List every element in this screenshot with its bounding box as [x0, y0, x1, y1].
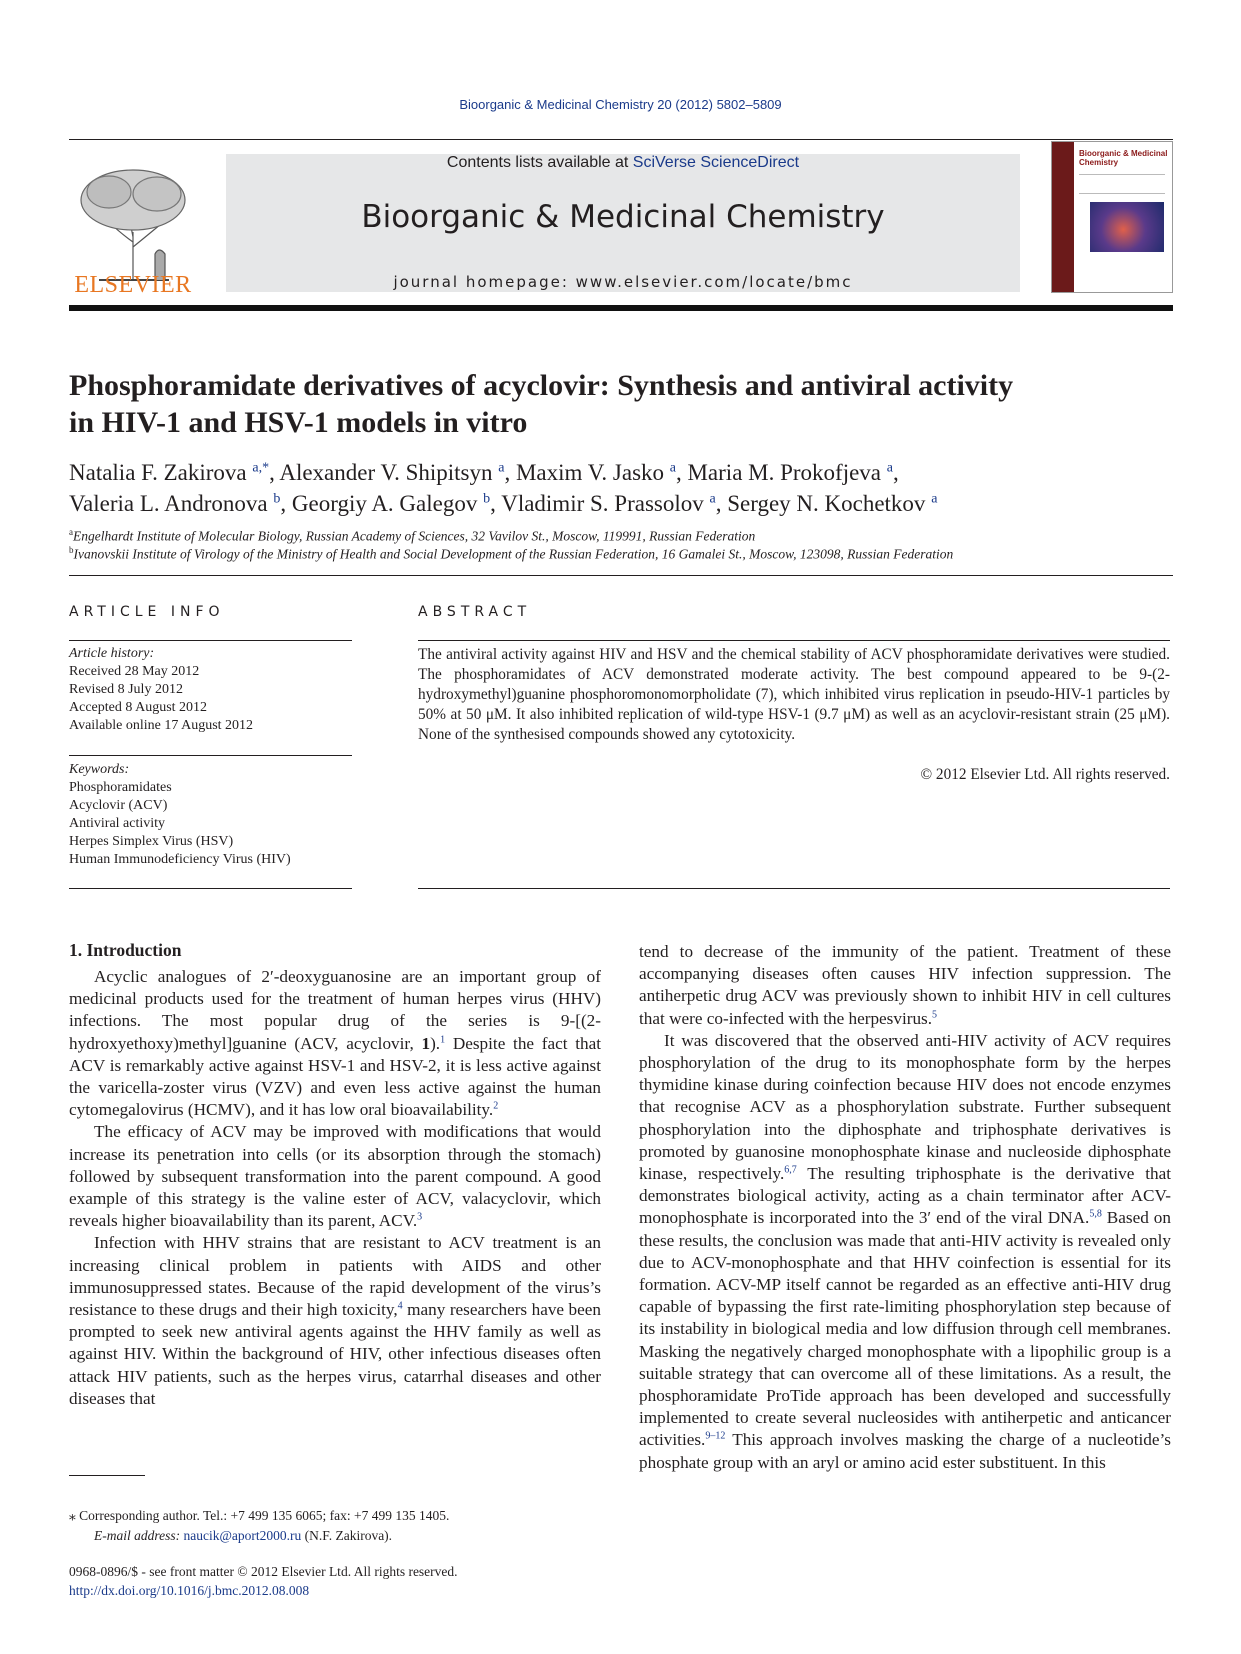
keywords-label: Keywords: — [69, 762, 130, 777]
article-info-heading: ARTICLE INFO — [69, 604, 225, 620]
author-sup[interactable]: a — [709, 491, 716, 507]
author-name[interactable]: Sergey N. Kochetkov — [727, 491, 926, 516]
affiliation-text: Ivanovskii Institute of Virology of the Ministry of Health and Social Development of the Russian Federation, 16 Gamalei St., Moscow, 123098, Russian Federation — [73, 546, 954, 562]
text-run: tend to decrease of the immunity of the patient. Treatment of these accompanying diseases often causes HIV infection suppression. The antiherpetic drug ACV was previously shown to inhibit HIV in cell cultures that were co-infected with the herpesvirus. — [639, 942, 1171, 1028]
cover-lines — [1079, 174, 1165, 194]
cover-image — [1090, 202, 1164, 252]
author-name[interactable]: Maxim V. Jasko — [515, 460, 665, 485]
abstract-heading: ABSTRACT — [418, 604, 532, 620]
text-run: The efficacy of ACV may be improved with modifications that would increase its penetration into cells (or its absorption through the stomach) followed by subsequent transformation into the parent compound. A good example of this strategy is the valine ester of ACV, valacyclovir, which reveals higher bioavailability than its parent, ACV. — [69, 1122, 601, 1231]
header-top-rule — [69, 139, 1173, 140]
history-accepted: Accepted 8 August 2012 — [69, 700, 208, 715]
author-name[interactable]: Maria M. Prokofjeva — [687, 460, 882, 485]
keyword-item: Human Immunodeficiency Virus (HIV) — [69, 852, 291, 867]
paragraph — [69, 966, 601, 1121]
article-info-rule-bottom — [69, 888, 352, 889]
author-name[interactable]: Alexander V. Shipitsyn — [279, 460, 493, 485]
abstract-rule-bottom — [418, 888, 1170, 889]
paper-title-line1: Phosphoramidate derivatives of acyclovir: Synthesis and antiviral activity — [69, 369, 1014, 402]
header-bottom-rule — [69, 305, 1173, 311]
author-sup[interactable]: a — [498, 460, 505, 476]
author-name[interactable]: Georgiy A. Galegov — [291, 491, 478, 516]
front-matter-text: 0968-0896/$ - see front matter © 2012 Elsevier Ltd. All rights reserved. — [69, 1564, 458, 1579]
affiliation-mark: b — [69, 545, 74, 555]
doi-link[interactable]: http://dx.doi.org/10.1016/j.bmc.2012.08.008 — [69, 1583, 310, 1598]
paper-title-line2: in HIV-1 and HSV-1 models in vitro — [69, 406, 528, 439]
paragraph — [639, 941, 1171, 1030]
paragraph — [639, 1030, 1171, 1474]
author-name[interactable]: Natalia F. Zakirova — [69, 460, 247, 485]
author-sup[interactable]: a — [931, 491, 938, 507]
journal-citation[interactable]: Bioorganic & Medicinal Chemistry 20 (2012) 5802–5809 — [459, 97, 782, 112]
author-line-1: Natalia F. Zakirova $^{a,*}$, Alexander V. Shipitsyn $^a$, Maxim V. Jasko $^a$, Maria M. Prokofjeva $^a$, — [69, 460, 899, 485]
citation-ref[interactable]: 4 — [397, 1300, 403, 1312]
citation-ref[interactable]: 5 — [932, 1008, 938, 1020]
affiliation-a — [69, 527, 1169, 545]
author-sup[interactable]: b — [483, 491, 491, 507]
email-note — [69, 1527, 634, 1545]
text-run: This approach involves masking the charge of a nucleotide’s phosphate group with an aryl or amino acid ester substituent. In this — [639, 1430, 1171, 1472]
front-matter — [69, 1562, 458, 1600]
article-history — [69, 645, 349, 735]
affiliation-text: Engelhardt Institute of Molecular Biology, Russian Academy of Sciences, 32 Vavilov St., Moscow, 119991, Russian Federation — [73, 528, 756, 544]
text-run: ). — [430, 1033, 441, 1053]
section-heading-introduction: 1. Introduction — [69, 940, 182, 960]
history-received: Received 28 May 2012 — [69, 664, 200, 679]
citation-ref[interactable]: 9–12 — [705, 1430, 726, 1442]
keyword-item: Antiviral activity — [69, 816, 166, 831]
author-sup[interactable]: a,* — [252, 460, 270, 476]
abstract-text: The antiviral activity against HIV and HSV and the chemical stability of ACV phosphoramidate derivatives were studied. The phosphoramidates of ACV demonstrated moderate activity. The best compound appeared to be 9-(2-hydroxymethyl)guanine phosphoromonomorpholidate (7), which inhibited virus replication in pseudo-HIV-1 particles by 50% at 50 μM. It also inhibited replication of wild-type HSV-1 (9.7 μM) as well as an acyclovir-resistant strain (25 μM). None of the synthesised compounds showed any cytotoxicity. — [418, 646, 1170, 743]
journal-cover-thumbnail — [1051, 141, 1173, 293]
journal-homepage[interactable]: journal homepage: www.elsevier.com/locate/bmc — [393, 273, 853, 291]
keywords-block — [69, 761, 349, 869]
abstract-rule-top — [418, 640, 1170, 641]
citation-ref[interactable]: 1 — [440, 1033, 446, 1045]
author-sup[interactable]: a — [669, 460, 676, 476]
contents-prefix: Contents lists available at — [446, 154, 633, 171]
corresponding-author-note: ⁎ Corresponding author. Tel.: +7 499 135 6065; fax: +7 499 135 1405. — [69, 1508, 450, 1523]
text-run: Infection with HHV strains that are resistant to ACV treatment is an increasing clinical problem in patients with AIDS and other immunosuppressed states. Because of the rapid development of the virus’s resistance to these drugs and their high toxicity, — [69, 1233, 601, 1320]
paragraph — [69, 1121, 601, 1232]
article-info-rule-top — [69, 640, 352, 641]
author-sup[interactable]: a — [886, 460, 893, 476]
keyword-item: Herpes Simplex Virus (HSV) — [69, 834, 234, 849]
text-run: The resulting triphosphate is the derivative that demonstrates biological activity, acting as a chain terminator after ACV-monophosphate is incorporated into the 3′ end of the viral DNA. — [639, 1164, 1171, 1228]
compound-number: 1 — [421, 1033, 431, 1053]
author-sup[interactable]: b — [273, 491, 281, 507]
author-list — [69, 457, 1169, 519]
email-link[interactable]: naucik@aport2000.ru — [183, 1528, 302, 1543]
citation-ref[interactable]: 2 — [493, 1100, 499, 1112]
article-info-rule-mid — [69, 755, 352, 756]
author-line-2: Valeria L. Andronova $^b$, Georgiy A. Galegov $^b$, Vladimir S. Prassolov $^a$, Sergey N. Kochetkov $^a$ — [69, 491, 938, 516]
elsevier-wordmark: ELSEVIER — [74, 272, 192, 298]
text-run: Acyclic analogues of 2′-deoxyguanosine are an important group of medicinal products used for the treatment of human herpes virus (HHV) infections. The most popular drug of the series is 9-[(2-hydroxyethoxy)methyl]guanine (ACV, acyclovir, — [69, 967, 601, 1053]
affiliation-b — [69, 545, 1169, 563]
footnote-rule — [69, 1475, 145, 1476]
cover-band — [1052, 142, 1074, 292]
cover-title: Bioorganic & Medicinal Chemistry — [1079, 149, 1168, 167]
history-online: Available online 17 August 2012 — [69, 718, 254, 733]
text-run: It was discovered that the observed anti-HIV activity of ACV requires phosphorylation of the drug to its monophosphate form by the herpes thymidine kinase during coinfection because HIV does not encode enzymes that recognise ACV as a phosphorylation substrate. Further subsequent phosphorylation into the diphosphate and triphosphate derivatives is promoted by guanosine monophosphate kinase and nucleoside diphosphate kinase, respectively. — [639, 1030, 1171, 1184]
text-run: Despite the fact that ACV is remarkably active against HSV-1 and HSV-2, it is less active against the varicella-zoster virus (VZV) and even less active against the human cytomegalovirus (HCMV), and it has low oral bioavailability. — [69, 1033, 602, 1120]
text-run: many researchers have been prompted to seek new antiviral agents against the HHV family as well as against HIV. Within the background of HIV, other infectious diseases often attack HIV patients, such as the herpes virus, catarrhal diseases and other diseases that — [69, 1300, 601, 1408]
keyword-item: Phosphoramidates — [69, 780, 172, 795]
paragraph — [69, 1232, 601, 1410]
author-name[interactable]: Valeria L. Andronova — [69, 491, 268, 516]
affiliation-mark: a — [69, 527, 73, 537]
journal-title: Bioorganic & Medicinal Chemistry — [361, 199, 885, 235]
abstract-copyright: © 2012 Elsevier Ltd. All rights reserved. — [920, 766, 1170, 783]
text-run: Based on these results, the conclusion was made that anti-HIV activity is revealed only due to ACV-monophosphate and that HHV coinfection is essential for its formation. ACV-MP itself cannot be regarded as an effective anti-HIV drug capable of bypassing the first rate-limiting phosphorylation step because of its instability in biological media and low diffusion through cell membranes. Masking the negatively charged monophosphate with a lipophilic group is a suitable strategy that can overcome all of these limitations. As a result, the phosphoramidate ProTide approach has been developed and successfully implemented to create several nucleosides with antiherpetic and anticancer activities. — [639, 1208, 1171, 1450]
citation-ref[interactable]: 3 — [417, 1211, 423, 1223]
citation-ref[interactable]: 5,8 — [1089, 1208, 1102, 1220]
citation-ref[interactable]: 6,7 — [784, 1164, 797, 1176]
contents-line — [226, 154, 1020, 172]
sciencedirect-link[interactable]: SciVerse ScienceDirect — [632, 154, 800, 171]
email-suffix: (N.F. Zakirova). — [301, 1528, 393, 1543]
paper-title — [69, 367, 1169, 441]
history-label: Article history: — [69, 646, 155, 661]
history-revised: Revised 8 July 2012 — [69, 682, 183, 697]
elsevier-tree-logo — [69, 152, 197, 292]
body-column-left — [69, 966, 601, 1410]
author-name[interactable]: Vladimir S. Prassolov — [501, 491, 704, 516]
body-column-right — [639, 941, 1171, 1474]
keyword-item: Acyclovir (ACV) — [69, 798, 168, 813]
email-label: E-mail address: — [94, 1528, 184, 1543]
title-block-rule — [69, 575, 1173, 576]
